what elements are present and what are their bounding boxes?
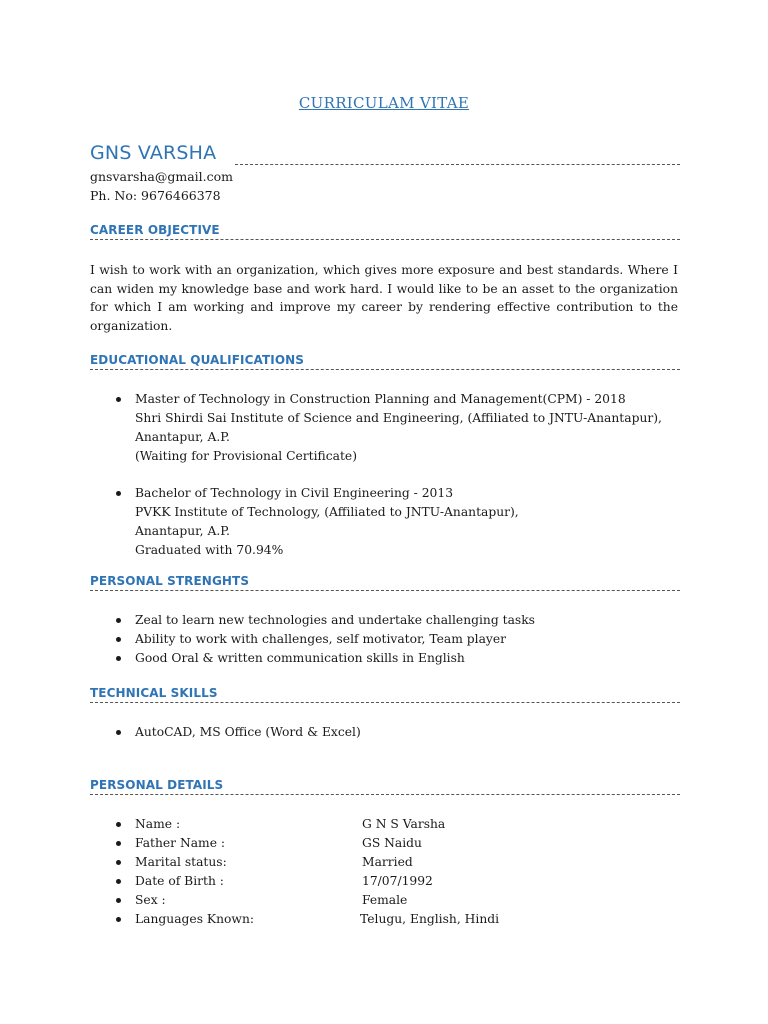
bullet-icon — [116, 822, 121, 827]
section-title: CAREER OBJECTIVE — [90, 223, 220, 237]
institute: PVKK Institute of Technology, (Affiliated to JNTU-Anantapur), — [135, 505, 519, 519]
detail-row-dob: Date of Birth : 17/07/1992 — [112, 872, 682, 891]
list-item: AutoCAD, MS Office (Word & Excel) — [112, 723, 682, 742]
name-divider — [235, 164, 680, 165]
detail-row-name: Name : G N S Varsha — [112, 815, 682, 834]
institute: Shri Shirdi Sai Institute of Science and Engineering, (Affiliated to JNTU-Anantapur), — [135, 411, 662, 425]
location: Anantapur, A.P. — [135, 430, 230, 444]
bullet-icon — [116, 841, 121, 846]
section-title: PERSONAL STRENGHTS — [90, 574, 250, 588]
detail-row-languages: Languages Known: Telugu, English, Hindi — [112, 910, 682, 929]
section-title: EDUCATIONAL QUALIFICATIONS — [90, 353, 305, 367]
note: Graduated with 70.94% — [135, 543, 284, 557]
detail-row-marital-status: Marital status: Married — [112, 853, 682, 872]
note: (Waiting for Provisional Certificate) — [135, 449, 357, 463]
education-item — [112, 390, 682, 466]
strengths-list — [112, 611, 682, 668]
phone-text: Ph. No: 9676466378 — [90, 188, 221, 203]
career-objective-header — [90, 223, 680, 240]
email-text: gnsvarsha@gmail.com — [90, 169, 234, 184]
candidate-name: GNS VARSHA — [90, 142, 217, 164]
bullet-icon — [116, 637, 121, 642]
bullet-icon — [116, 397, 121, 402]
bullet-icon — [116, 491, 121, 496]
personal-details-list — [112, 815, 682, 929]
bullet-icon — [116, 879, 121, 884]
strengths-header — [90, 574, 680, 591]
section-title: TECHNICAL SKILLS — [90, 686, 218, 700]
bullet-icon — [116, 898, 121, 903]
detail-row-sex: Sex : Female — [112, 891, 682, 910]
section-divider — [90, 369, 680, 370]
section-title: PERSONAL DETAILS — [90, 778, 224, 792]
bullet-icon — [116, 917, 121, 922]
bullet-icon — [116, 730, 121, 735]
list-item: Good Oral & written communication skills in English — [112, 649, 682, 668]
section-divider — [90, 239, 680, 240]
name-row — [90, 142, 680, 168]
technical-skills-header — [90, 686, 680, 703]
list-item: Ability to work with challenges, self motivator, Team player — [112, 630, 682, 649]
section-divider — [90, 794, 680, 795]
bullet-icon — [116, 860, 121, 865]
document-title: CURRICULAM VITAE — [298, 94, 470, 112]
section-divider — [90, 590, 680, 591]
technical-skills-list — [112, 723, 682, 742]
bullet-icon — [116, 656, 121, 661]
degree: Bachelor of Technology in Civil Engineering - 2013 — [135, 486, 454, 500]
education-list — [112, 390, 682, 578]
degree: Master of Technology in Construction Planning and Management(CPM) - 2018 — [135, 392, 626, 406]
personal-details-header — [90, 778, 680, 795]
bullet-icon — [116, 618, 121, 623]
education-item — [112, 484, 682, 560]
list-item: Zeal to learn new technologies and undertake challenging tasks — [112, 611, 682, 630]
education-header — [90, 353, 680, 370]
location: Anantapur, A.P. — [135, 524, 230, 538]
career-objective-text: I wish to work with an organization, which gives more exposure and best standards. Where I can widen my knowledge base and work hard. I would like to be an asset to the organization for which I am working and improve my career by rendering effective contribution to the organization. — [90, 263, 678, 333]
detail-row-father-name: Father Name : GS Naidu — [112, 834, 682, 853]
section-divider — [90, 702, 680, 703]
